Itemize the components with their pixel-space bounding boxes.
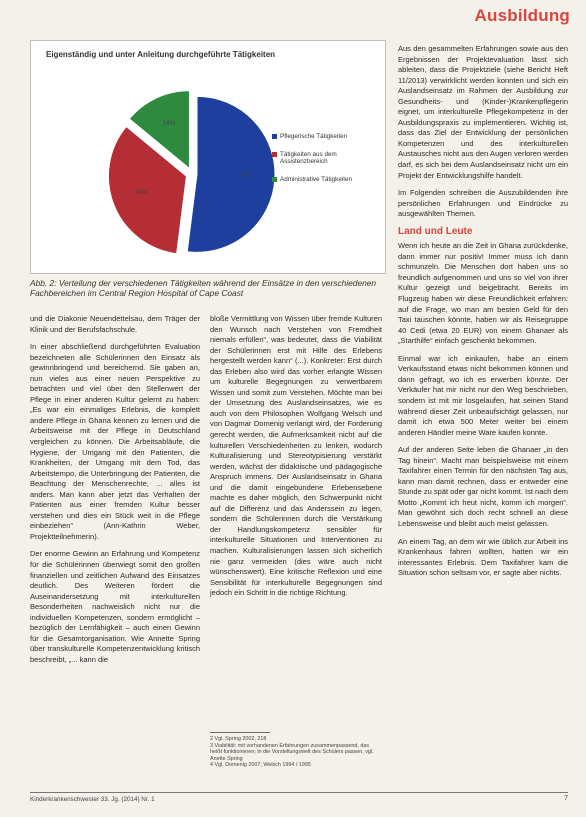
paragraph: In einer abschließend durchgeführten Evaluation bezeichneten alle Schülerinnen den Einsatz als gewinnbringend und bereichernd. Sie gaben an, nun vieles aus einer neuen Perspektive zu betrachten und viel über den Stellenwert der Pflege in einer anderen Kultur gelernt zu haben: „Es war ein einmaliges Erlebnis, die komplett andere Pflege in Ghana kennen zu lernen und die Arbeitsweise mit der Pflege in Deutschland vergleichen zu können. Die Arbeitsabläufe, die Hygiene, der Umgang mit den Patienten, die Krankheiten, der Umgang mit dem Tod, das Arbeitstempo, die Unterbringung der Patienten, die Beachtung der Menschenrechte, ... alles ist anders. Man kann aber jetzt das Verhalten der Patienten aus einer fremden Kultur besser verstehen und dies ein Stück weit in die Pflege einbeziehen“ (Ann-Kathrin Weber, Projektteilnehmerin). — [30, 342, 200, 541]
footnotes — [210, 736, 382, 769]
footer-divider — [30, 792, 568, 793]
footnote-divider — [210, 732, 270, 733]
journal-reference: Kinderkrankenschwester 33. Jg. (2014) Nr. 1 — [30, 796, 155, 803]
section-title: Ausbildung — [474, 6, 570, 25]
legend-item — [272, 133, 384, 140]
paragraph: bloße Vermittlung von Wissen über fremde Kulturen den Wunsch nach Verstehen von Fremdheit niemals erfüllen“, was bedeutet, dass die Viabilität der Schülerinnen erst mit Hilfe des Erlebens hergestellt werden kann“ (...). Konkreter: Erst durch das Erleben also wird das vorher erlangte Wissen um kulturelle Begegnungen zu verwertbarem Wissen und somit zum Verstehen. Möchte man bei der Umsetzung des Auslandseinsatzes, wie es auch von dem Philosophen Wolfgang Welsch und von Dagmar Domenig verlangt wird, der Forderung gerecht werden, die Aufmerksamkeit nicht auf die kulturellen Verschiedenheiten zu lenken, wodurch Kulturalisierung und Stereotypisierung verstärkt werden, wächst der didaktische und pädagogische Anspruch immens. Der Auslandseinsatz in Ghana und die damit eingebundene Erlebensebene machte es daher möglich, den Schwerpunkt nicht auf die Differenz und das Anderssein zu legen, sondern die Schülerinnen durch die Verstärkung der Handlungskompetenz sensibler für interkulturelle Situationen und Interventionen zu machen. Kulturalisierungen lassen sich sicherlich nie ganz vermeiden (dies wäre auch nicht wünschenswert). Eine kritische Reflexion und eine Sensibilität für interkulturelle Begegnungen sind jedoch ein Schritt in die richtige Richtung. — [210, 314, 382, 598]
footnote: 4 Vgl. Domenig 2007; Welsch 1994 / 1995 — [210, 762, 311, 769]
paragraph: und die Diakonie Neuendettelsau, dem Träger der Klinik und der Berufsfachschule. — [30, 314, 200, 334]
paragraph: Einmal war ich einkaufen, habe an einem Verkaufsstand etwas nicht bekommen können und dann gefragt, wo ich es erwerben könnte. Der Verkäufer hat mir nicht nur den Weg beschrieben, sondern ist mit mir losgelaufen, hat seinen Stand während dieser Zeit unbeaufsichtigt gelassen, nur damit ich etwa 500 Meter weiter bei einem anderen Händler meine Ware kaufen konnte. — [398, 353, 568, 437]
footnote: 2 Vgl. Spring 2002, 218 — [210, 736, 267, 742]
section-heading: Land und Leute — [398, 225, 473, 237]
pie-slice — [187, 96, 275, 252]
body-column-middle — [210, 314, 382, 606]
legend-item — [272, 176, 384, 183]
page-number: 7 — [564, 795, 568, 802]
paragraph: Auf der anderen Seite leben die Ghanaer „in den Tag hinein“. Macht man beispielsweise mit einem Taxifahrer einen Termin für den nächsten Tag aus, kann man damit rechnen, dass er entweder eine Stunde zu spät oder gar nicht kommt. Ist nach dem Motto „Kommt ich heut nicht, komm ich morgen“. Man gewöhnt sich doch recht schnell an diese Lebensweise und bleibt auch meist gelassen. — [398, 445, 568, 528]
paragraph: An einem Tag, an dem wir wie üblich zur Arbeit ins Krankenhaus fahren wollten, hatten wir ein interessantes Erlebnis. Dem Taxifahrer kam die Situation schon seltsam vor, er sagte aber nichts. — [398, 536, 568, 578]
legend-swatch — [272, 177, 277, 182]
legend-item — [272, 151, 384, 165]
paragraph: Aus den gesammelten Erfahrungen sowie aus den Ergebnissen der Projektevaluation lässt sich ableiten, dass die Projektziele (siehe Bericht Heft 11/2013) verwirklicht werden konnten und sich ein Auslandseinsatz im Rahmen der Ausbildung zur Gesundheits- und (Kinder-)Krankenpflegerin eignet, um interkulturelle Pflegekompetenz in der Ausbildungspraxis zu implementieren. Wichtig ist, dass das Ziel der Entwicklung der persönlichen Kompetenzen und des interkulturellen Austausches nicht aus den Augen verloren werden darf, es sich bei dem Auslandseinsatz nicht um ein Projekt der Entwicklungshilfe handelt. — [398, 44, 568, 180]
chart-title: Eigenständig und unter Anleitung durchgeführte Tätigkeiten — [46, 50, 276, 59]
legend-label: Tätigkeiten aus dem Assistenzbereich — [280, 151, 337, 165]
pie-data-label: 34% — [134, 189, 148, 197]
footnote: 3 Viabilität: mit vorhandenen Erfahrungen zusammenpassend, das heißt funktionieren; in die Vorstellungswelt des Schülers passen, vgl. Anette Spring — [210, 742, 374, 762]
legend-swatch — [272, 134, 277, 139]
paragraph: Im Folgenden schreiben die Auszubildenden ihre persönlichen Erfahrungen und Eindrücke zu ausgewählten Themen. — [398, 188, 568, 219]
paragraph: Der enorme Gewinn an Erfahrung und Kompetenz für die Schülerinnen überwiegt somit den großen finanziellen und zeitlichen Aufwand des Einsatzes deutlich. Des Weiteren fördert die Auseinandersetzung mit interkulturellen Besonderheiten nachweislich nicht nur die individuellen Kompetenzen, sondern ermöglicht – bezüglich der Lernfähigkeit – auch einen Gewinn für die Gesamtorganisation. Wie Annette Spring über transkulturelle Kompetenzentwicklung kritisch beschreibt, „... kann die — [30, 549, 200, 664]
pie-data-label: 52% — [238, 172, 252, 180]
body-column-right — [398, 44, 568, 586]
header-band — [0, 0, 586, 30]
chart-legend — [272, 133, 384, 194]
body-column-left — [30, 314, 200, 673]
pie-data-label: 14% — [162, 119, 176, 127]
legend-label: Administrative Tätigkeiten — [280, 176, 352, 183]
figure-caption: Abb. 2: Verteilung der verschiedenen Tätigkeiten während der Einsätze in den verschiedenen Fachbereichen im Central Region Hospital of Cape Coast — [30, 278, 377, 298]
legend-label: Pflegerische Tätigkeiten — [280, 133, 348, 140]
paragraph: Wenn ich heute an die Zeit in Ghana zurückdenke, dann immer nur positiv! Immer muss ich dann schmunzeln. Die Menschen dort haben uns so freundlich aufgenommen und uns so viel von ihrer Kultur gezeigt und beigebracht. Bereits im Flugzeug haben wir diese Freundlichkeit erfahren: auf die Frage, wo man am besten Geld für den Taxi tauschen könnte, haben wir als Reisegruppe 40 Cedi (etwa 20 EUR) von einem Ghanaer als „Starthilfe“ einfach geschenkt bekommen. — [398, 241, 568, 346]
legend-swatch — [272, 152, 277, 157]
